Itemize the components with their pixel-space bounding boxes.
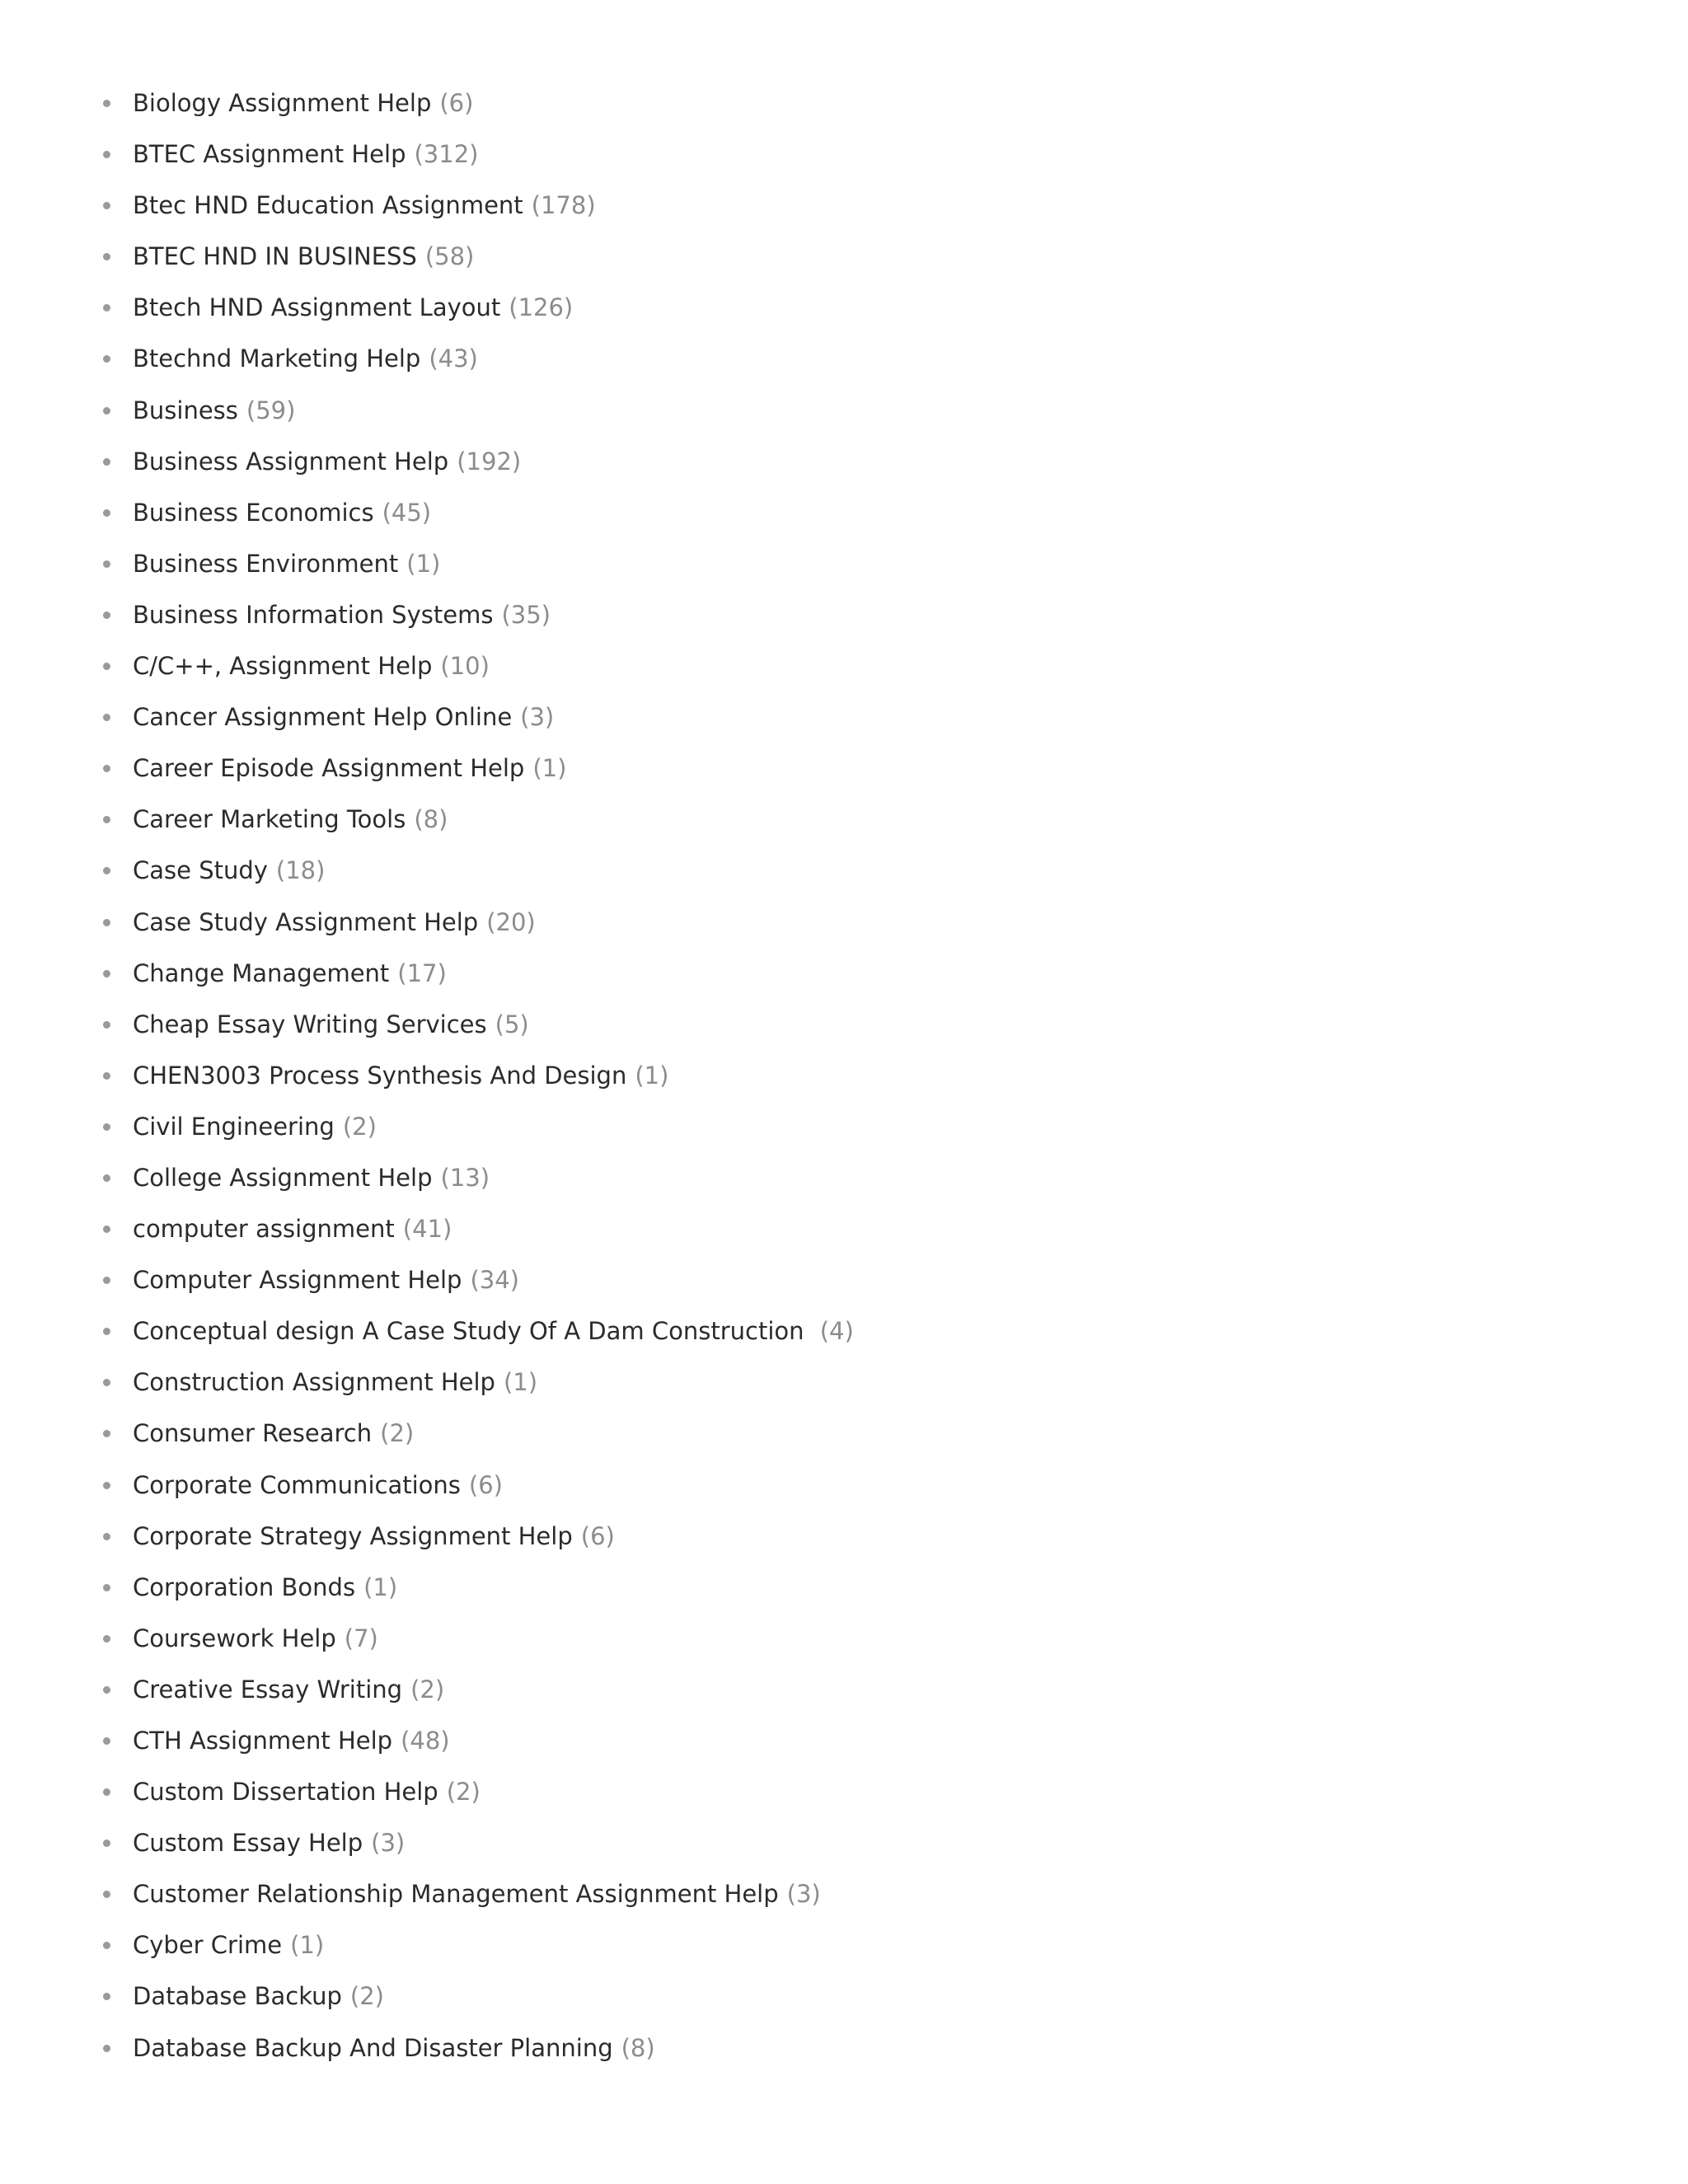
category-link[interactable]: Custom Dissertation Help — [133, 1778, 438, 1807]
bullet-icon — [103, 253, 110, 260]
category-link[interactable]: Coursework Help — [133, 1624, 336, 1652]
category-link[interactable]: Btech HND Assignment Layout — [133, 293, 501, 322]
category-item — [0, 385, 854, 436]
bullet-icon — [103, 1123, 110, 1131]
category-item — [0, 1305, 854, 1357]
bullet-icon — [103, 663, 110, 670]
category-link[interactable]: Business — [133, 396, 238, 424]
bullet-icon — [103, 1430, 110, 1437]
category-item — [0, 1203, 854, 1254]
category-count: (20) — [486, 907, 536, 936]
bullet-icon — [103, 1737, 110, 1745]
category-item — [0, 2022, 854, 2074]
category-count: (2) — [380, 1419, 415, 1448]
category-item — [0, 1613, 854, 1664]
bullet-icon — [103, 970, 110, 977]
bullet-icon — [103, 1533, 110, 1540]
category-count: (41) — [402, 1215, 452, 1244]
category-link[interactable]: Business Environment — [133, 549, 399, 578]
category-link[interactable]: Business Information Systems — [133, 600, 494, 629]
category-count: (17) — [397, 958, 447, 987]
bullet-icon — [103, 202, 110, 209]
category-item — [0, 1511, 854, 1562]
category-count: (13) — [440, 1163, 490, 1192]
category-count: (1) — [290, 1931, 325, 1960]
bullet-icon — [103, 1277, 110, 1284]
category-item — [0, 640, 854, 691]
category-link[interactable]: Change Management — [133, 958, 390, 987]
category-count: (6) — [468, 1470, 503, 1499]
category-count: (6) — [580, 1521, 615, 1550]
category-item — [0, 1562, 854, 1613]
bullet-icon — [103, 1788, 110, 1796]
category-count: (8) — [414, 805, 448, 834]
bullet-icon — [103, 1072, 110, 1080]
category-count: (1) — [406, 549, 441, 578]
category-count: (5) — [495, 1010, 529, 1038]
category-item — [0, 999, 854, 1050]
category-count: (59) — [246, 396, 296, 424]
bullet-icon — [103, 1891, 110, 1898]
bullet-icon — [103, 919, 110, 926]
category-count: (4) — [819, 1317, 854, 1346]
category-item — [0, 1460, 854, 1511]
bullet-icon — [103, 100, 110, 107]
category-count: (10) — [440, 652, 490, 681]
category-link[interactable]: Consumer Research — [133, 1419, 373, 1448]
category-count: (8) — [621, 2033, 655, 2062]
bullet-icon — [103, 355, 110, 363]
category-item — [0, 1101, 854, 1152]
category-link[interactable]: Corporation Bonds — [133, 1572, 356, 1601]
bullet-icon — [103, 1584, 110, 1591]
category-count: (45) — [382, 498, 432, 527]
category-item — [0, 691, 854, 743]
category-link[interactable]: Cancer Assignment Help Online — [133, 703, 513, 732]
category-link[interactable]: Conceptual design A Case Study Of A Dam Construction — [133, 1317, 812, 1346]
category-count: (2) — [410, 1675, 445, 1704]
category-link[interactable]: Career Episode Assignment Help — [133, 754, 525, 783]
category-count: (178) — [531, 191, 596, 220]
category-item — [0, 77, 854, 129]
category-link[interactable]: Case Study Assignment Help — [133, 907, 479, 936]
bullet-icon — [103, 1993, 110, 2000]
category-link[interactable]: computer assignment — [133, 1215, 395, 1244]
category-item — [0, 1408, 854, 1459]
category-link[interactable]: Cheap Essay Writing Services — [133, 1010, 487, 1038]
category-link[interactable]: C/C++, Assignment Help — [133, 652, 433, 681]
category-item — [0, 1817, 854, 1868]
bullet-icon — [103, 2045, 110, 2052]
bullet-icon — [103, 1021, 110, 1029]
category-link[interactable]: Civil Engineering — [133, 1112, 335, 1141]
category-link[interactable]: Btec HND Education Assignment — [133, 191, 523, 220]
category-item — [0, 845, 854, 896]
bullet-icon — [103, 560, 110, 568]
bullet-icon — [103, 1226, 110, 1233]
bullet-icon — [103, 1482, 110, 1489]
category-item — [0, 794, 854, 845]
category-link[interactable]: BTEC HND IN BUSINESS — [133, 242, 417, 271]
category-link[interactable]: Corporate Strategy Assignment Help — [133, 1521, 573, 1550]
category-count: (1) — [635, 1061, 669, 1090]
category-link[interactable]: Creative Essay Writing — [133, 1675, 403, 1704]
category-count: (3) — [786, 1880, 821, 1909]
category-item — [0, 231, 854, 282]
category-item — [0, 1050, 854, 1101]
bullet-icon — [103, 458, 110, 466]
category-link[interactable]: Btechnd Marketing Help — [133, 344, 421, 373]
category-count: (1) — [363, 1572, 398, 1601]
category-item — [0, 180, 854, 231]
category-link[interactable]: College Assignment Help — [133, 1163, 433, 1192]
category-item — [0, 129, 854, 180]
bullet-icon — [103, 407, 110, 415]
category-item — [0, 282, 854, 333]
category-item — [0, 1971, 854, 2022]
bullet-icon — [103, 1840, 110, 1847]
bullet-icon — [103, 509, 110, 517]
category-count: (126) — [509, 293, 574, 322]
category-link[interactable]: CHEN3003 Process Synthesis And Design — [133, 1061, 627, 1090]
category-count: (3) — [520, 703, 555, 732]
category-count: (43) — [429, 344, 478, 373]
category-link[interactable]: CTH Assignment Help — [133, 1727, 393, 1755]
category-link[interactable]: Database Backup — [133, 1982, 342, 2011]
category-link[interactable]: Career Marketing Tools — [133, 805, 406, 834]
category-link[interactable]: Business Assignment Help — [133, 447, 449, 476]
category-item — [0, 1664, 854, 1715]
category-item — [0, 743, 854, 794]
category-item — [0, 1766, 854, 1817]
category-count: (312) — [414, 140, 479, 169]
category-link[interactable]: Custom Essay Help — [133, 1829, 363, 1858]
category-item — [0, 948, 854, 999]
bullet-icon — [103, 612, 110, 619]
category-link[interactable]: BTEC Assignment Help — [133, 140, 406, 169]
category-count: (3) — [371, 1829, 406, 1858]
bullet-icon — [103, 1328, 110, 1335]
category-link[interactable]: Customer Relationship Management Assignment Help — [133, 1880, 779, 1909]
bullet-icon — [103, 1174, 110, 1182]
bullet-icon — [103, 816, 110, 823]
category-count: (7) — [344, 1624, 378, 1652]
category-item — [0, 1715, 854, 1766]
category-count: (2) — [349, 1982, 384, 2011]
category-item — [0, 1919, 854, 1971]
category-link[interactable]: Corporate Communications — [133, 1470, 461, 1499]
category-count: (1) — [503, 1368, 538, 1397]
category-link[interactable]: Biology Assignment Help — [133, 89, 432, 117]
category-item — [0, 589, 854, 640]
category-item — [0, 1152, 854, 1203]
bullet-icon — [103, 1379, 110, 1386]
category-count: (58) — [424, 242, 475, 271]
category-item — [0, 538, 854, 589]
category-count: (48) — [401, 1727, 450, 1755]
category-count: (2) — [342, 1112, 377, 1141]
category-count: (18) — [275, 856, 326, 885]
category-link[interactable]: Case Study — [133, 856, 268, 885]
category-count: (1) — [532, 754, 567, 783]
category-count: (2) — [446, 1778, 481, 1807]
category-item — [0, 487, 854, 538]
bullet-icon — [103, 714, 110, 721]
category-item — [0, 1254, 854, 1305]
category-link[interactable]: Database Backup And Disaster Planning — [133, 2033, 613, 2062]
category-link[interactable]: Business Economics — [133, 498, 374, 527]
bullet-icon — [103, 1942, 110, 1949]
category-link[interactable]: Computer Assignment Help — [133, 1266, 462, 1295]
category-count: (192) — [457, 447, 522, 476]
bullet-icon — [103, 151, 110, 158]
bullet-icon — [103, 304, 110, 312]
bullet-icon — [103, 867, 110, 874]
category-count: (6) — [439, 89, 474, 117]
category-item — [0, 1357, 854, 1408]
category-item — [0, 436, 854, 487]
category-item — [0, 1868, 854, 1919]
bullet-icon — [103, 1686, 110, 1694]
bullet-icon — [103, 765, 110, 772]
category-item — [0, 897, 854, 948]
category-link[interactable]: Cyber Crime — [133, 1931, 283, 1960]
category-list — [0, 77, 854, 2074]
bullet-icon — [103, 1635, 110, 1643]
category-count: (35) — [501, 600, 551, 629]
category-link[interactable]: Construction Assignment Help — [133, 1368, 495, 1397]
category-item — [0, 333, 854, 384]
category-count: (34) — [470, 1266, 519, 1295]
